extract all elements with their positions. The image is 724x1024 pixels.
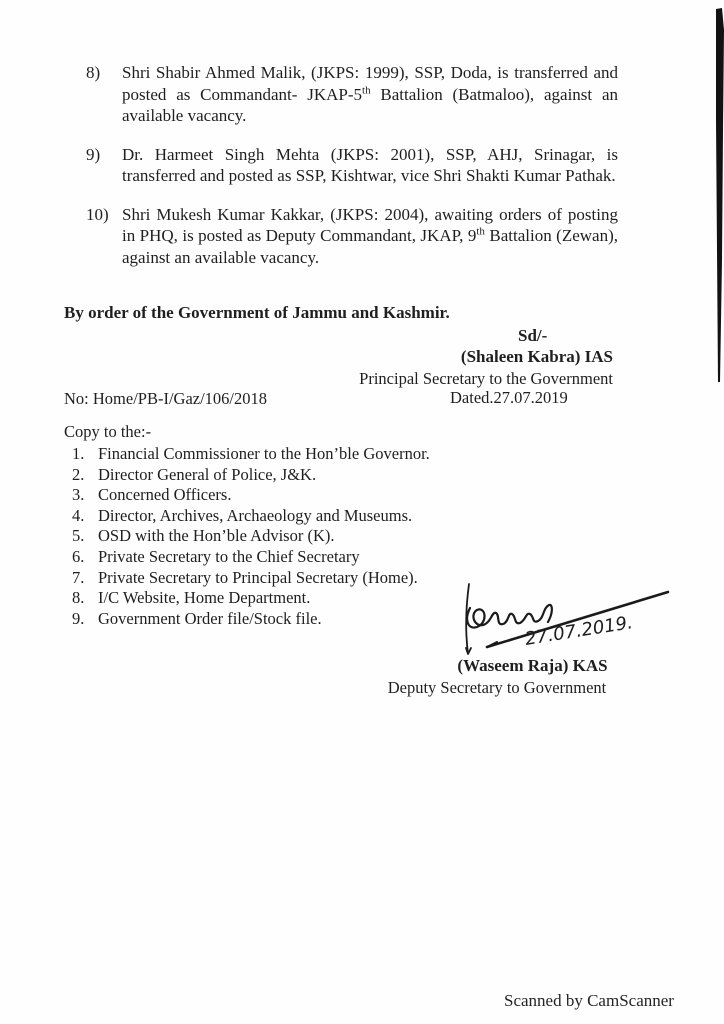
copy-item-text: Private Secretary to Principal Secretary (Home). [98, 567, 418, 587]
order-paragraphs [86, 62, 618, 285]
copy-item [72, 526, 542, 547]
order-item-text-post: Battalion (Batmaloo), against an available vacancy. [122, 84, 618, 125]
copy-item-number: 2. [72, 464, 85, 484]
order-item-9 [86, 144, 618, 187]
copy-item [72, 444, 542, 465]
signature-scrawl [467, 605, 552, 628]
order-item-text [122, 144, 618, 187]
signatory-name: (Shaleen Kabra) IAS [460, 347, 613, 366]
copy-item-text: Government Order file/Stock file. [98, 608, 322, 628]
order-item-8 [86, 62, 618, 127]
copy-item-text: Private Secretary to the Chief Secretary [98, 546, 360, 566]
copy-item-text: Director, Archives, Archaeology and Museums. [98, 505, 413, 525]
reference-number: No: Home/PB-I/Gaz/106/2018 [64, 389, 268, 408]
copy-item-number: 6. [72, 546, 85, 566]
copy-item-number: 9. [72, 608, 85, 628]
camscanner-watermark: Scanned by CamScanner [504, 991, 674, 1010]
copy-item-text: Financial Commissioner to the Hon’ble Governor. [98, 444, 430, 463]
copy-item [72, 465, 542, 486]
copy-item-text: Director General of Police, J&K. [98, 464, 317, 484]
order-item-text-pre: Dr. Harmeet Singh Mehta (JKPS: 2001), SSP, AHJ, Srinagar, is transferred and posted as SSP, Kishtwar, vice Shri Shakti Kumar Pathak. [122, 144, 618, 185]
order-item-text-pre: Shri Shabir Ahmed Malik, (JKPS: 1999), SSP, Doda, is transferred and posted as Commandant- JKAP-5 [122, 63, 618, 104]
signatory-title: Principal Secretary to the Government [359, 369, 613, 388]
handwritten-date: 27.07.2019. [523, 612, 635, 650]
signature-title: Deputy Secretary to Government [387, 678, 607, 697]
copy-item-number: 1. [72, 444, 85, 463]
order-item-number: 9) [86, 144, 101, 164]
copy-item [72, 506, 542, 527]
copy-item-number: 4. [72, 505, 85, 525]
copy-to-heading: Copy to the:- [64, 422, 152, 441]
sd-line: Sd/- [518, 326, 548, 345]
by-order-line: By order of the Government of Jammu and Kashmir. [64, 303, 450, 322]
copy-item [72, 485, 542, 506]
copy-item-text: OSD with the Hon’ble Advisor (K). [98, 526, 335, 546]
signature-name: (Waseem Raja) KAS [457, 656, 608, 675]
copy-item [72, 547, 542, 568]
handwritten-signature [450, 578, 678, 666]
copy-item-text: Concerned Officers. [98, 485, 232, 505]
copy-item-number: 8. [72, 588, 85, 608]
order-item-text [122, 204, 618, 269]
copy-item-number: 7. [72, 567, 85, 587]
copy-item-number: 3. [72, 485, 85, 505]
order-item-number: 8) [86, 63, 101, 82]
ordinal-superscript: th [476, 225, 485, 238]
order-item-text-post: Battalion (Zewan), against an available vacancy. [122, 226, 618, 267]
order-item-text [122, 62, 618, 127]
ordinal-superscript: th [362, 83, 371, 96]
order-item-10 [86, 204, 618, 269]
copy-item-text: I/C Website, Home Department. [98, 588, 311, 608]
order-item-text-pre: Shri Mukesh Kumar Kakkar, (JKPS: 2004), awaiting orders of posting in PHQ, is posted as Deputy Commandant, JKAP, 9 [122, 204, 618, 245]
copy-item-number: 5. [72, 526, 85, 546]
order-item-number: 10) [86, 204, 109, 224]
reference-date: Dated.27.07.2019 [450, 388, 568, 407]
